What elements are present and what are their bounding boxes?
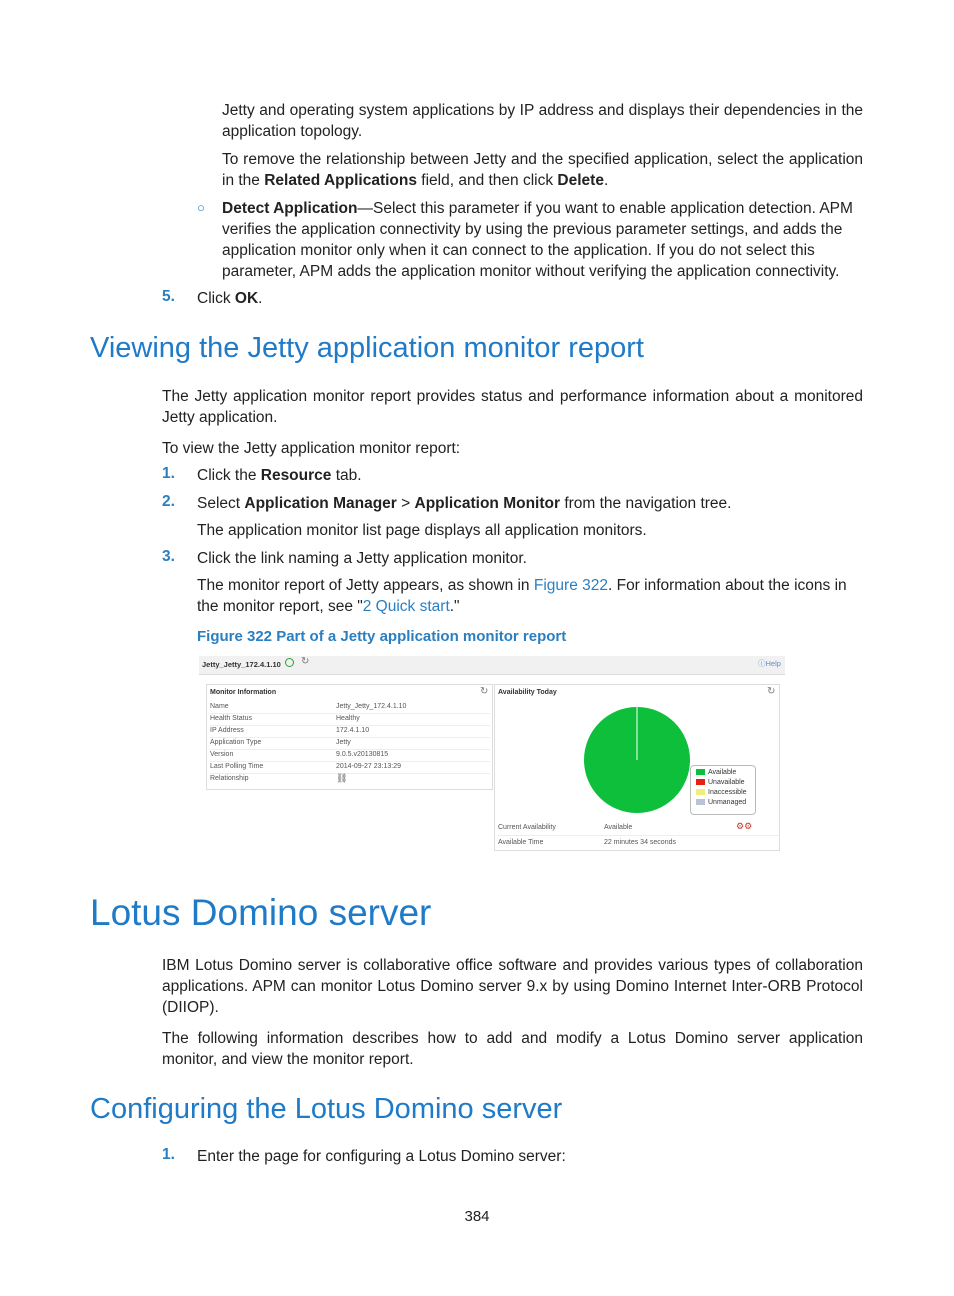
legend-swatch-available	[696, 769, 705, 775]
bold-term: Application Manager	[244, 495, 397, 512]
text: field, and then click	[416, 172, 558, 189]
text: To remove the relationship between Jetty and the specified application, select the application in the	[222, 151, 863, 189]
legend-label: Unmanaged	[708, 799, 747, 806]
pie-legend	[690, 765, 756, 815]
text: tab.	[331, 467, 362, 484]
availability-today-panel	[494, 684, 780, 851]
text: . For information about the icons in the monitor report, see "	[197, 577, 847, 615]
legend-swatch-inaccessible	[696, 789, 705, 795]
step-3-text: Click the link naming a Jetty application monitor.	[197, 550, 527, 567]
jetty-monitor-report-figure	[199, 656, 785, 852]
bold-term: Related Applications	[264, 172, 417, 189]
bold-term: Detect Application	[222, 200, 358, 217]
text: Click the	[197, 467, 261, 484]
step-2-subtext: The application monitor list page displays all application monitors.	[197, 522, 647, 539]
refresh-icon[interactable]: ↻	[480, 686, 489, 697]
panel-header: Monitor Information	[210, 689, 277, 696]
availability-pie-chart	[583, 705, 693, 815]
relationship-topology-icon[interactable]: ⛓	[336, 773, 348, 783]
field-value: Jetty	[336, 739, 351, 746]
text: Select	[197, 495, 245, 512]
bold-term: OK	[234, 290, 259, 307]
text: —Select this parameter if you want to enable application detection. APM verifies the application connectivity by using the previous parameter settings, and adds the application monitor only when it can connect to the application. If you do not select this parameter, APM adds the application monitor without verifying the application connectivity.	[222, 200, 853, 280]
text: .	[603, 172, 609, 189]
report-title: Jetty_Jetty_172.4.1.10	[202, 660, 281, 669]
panel-header: Availability Today	[498, 689, 557, 696]
step-number: 5.	[162, 288, 175, 305]
field-value: Healthy	[336, 715, 360, 722]
field-value: 9.0.5.v20130815	[336, 751, 389, 758]
bold-term: Resource	[260, 467, 332, 484]
healthy-status-icon	[285, 658, 294, 667]
page-number: 384	[464, 1208, 490, 1225]
figure-322-link[interactable]: Figure 322	[533, 577, 608, 594]
legend-label: Inaccessible	[708, 789, 747, 796]
figure-caption: Figure 322 Part of a Jetty application monitor report	[197, 628, 567, 645]
text: from the navigation tree.	[560, 495, 732, 512]
field-value: 2014-09-27 23:13:29	[336, 763, 401, 770]
monitor-information-panel	[206, 684, 493, 790]
bold-term: Delete	[557, 172, 604, 189]
field-label: Version	[210, 751, 234, 758]
refresh-icon[interactable]: ↻	[767, 686, 776, 697]
legend-entry	[696, 779, 745, 786]
lotus-paragraph-2: The following information describes how to add and modify a Lotus Domino server application monitor, and view the monitor report.	[162, 1030, 863, 1068]
text: The monitor report of Jetty appears, as shown in	[197, 577, 534, 594]
section-heading-configuring: Configuring the Lotus Domino server	[90, 1093, 563, 1125]
help-link[interactable]: ⓘHelp	[758, 659, 781, 668]
intro-paragraph-1: Jetty and operating system applications by IP address and displays their dependencies in the application topology.	[222, 102, 863, 140]
action-icons[interactable]: ⚙⚙	[736, 821, 753, 831]
config-step-1-text: Enter the page for configuring a Lotus Domino server:	[197, 1148, 566, 1165]
step-number: 3.	[162, 548, 175, 565]
field-label: Health Status	[210, 715, 253, 722]
legend-entry	[696, 769, 736, 776]
field-label: Last Polling Time	[210, 763, 264, 770]
field-label: IP Address	[210, 727, 244, 734]
legend-swatch-unavailable	[696, 779, 705, 785]
viewing-paragraph-2: To view the Jetty application monitor report:	[162, 440, 461, 457]
field-label: Current Availability	[498, 824, 556, 831]
field-value: 172.4.1.10	[336, 727, 370, 734]
detect-application-paragraph	[222, 198, 863, 282]
table-row	[498, 821, 780, 834]
bold-term: Application Monitor	[414, 495, 561, 512]
field-value: Jetty_Jetty_172.4.1.10	[336, 703, 407, 710]
field-label: Available Time	[498, 839, 544, 846]
legend-label: Unavailable	[708, 779, 745, 786]
table-row	[210, 773, 490, 785]
legend-entry	[696, 789, 747, 796]
quick-start-link[interactable]: 2 Quick start	[362, 598, 450, 615]
lotus-paragraph-1: IBM Lotus Domino server is collaborative office software and provides various types of collaboration applications. APM can monitor Lotus Domino server 9.x by using Domino Internet Inter-ORB Protocol (DIIOP).	[162, 957, 863, 1016]
step-number: 1.	[162, 1146, 175, 1163]
text: >	[396, 495, 415, 512]
section-heading-viewing: Viewing the Jetty application monitor report	[90, 332, 644, 364]
report-title-bar	[199, 656, 785, 675]
field-value: Available	[604, 824, 633, 831]
field-label: Application Type	[210, 739, 262, 746]
step-2-text	[197, 493, 731, 514]
legend-label: Available	[708, 769, 737, 776]
legend-entry	[696, 799, 746, 806]
table-row	[498, 835, 780, 849]
viewing-paragraph-1: The Jetty application monitor report provides status and performance information about a monitored Jetty application.	[162, 388, 863, 426]
step-number: 1.	[162, 465, 175, 482]
step-3-subtext	[197, 575, 863, 617]
text: ."	[449, 598, 460, 615]
section-heading-lotus-domino: Lotus Domino server	[90, 892, 432, 933]
field-label: Relationship	[210, 775, 249, 782]
circle-bullet-icon: ○	[197, 200, 205, 215]
step-number: 2.	[162, 493, 175, 510]
refresh-icon[interactable]: ↻	[301, 656, 310, 667]
text: .	[258, 290, 263, 307]
field-label: Name	[210, 703, 229, 710]
field-value: 22 minutes 34 seconds	[604, 839, 676, 846]
help-label: Help	[765, 659, 781, 668]
text: Click	[197, 290, 235, 307]
legend-swatch-unmanaged	[696, 799, 705, 805]
step-5-text	[197, 288, 262, 309]
intro-paragraph-2	[222, 149, 863, 191]
step-1-text	[197, 465, 362, 486]
